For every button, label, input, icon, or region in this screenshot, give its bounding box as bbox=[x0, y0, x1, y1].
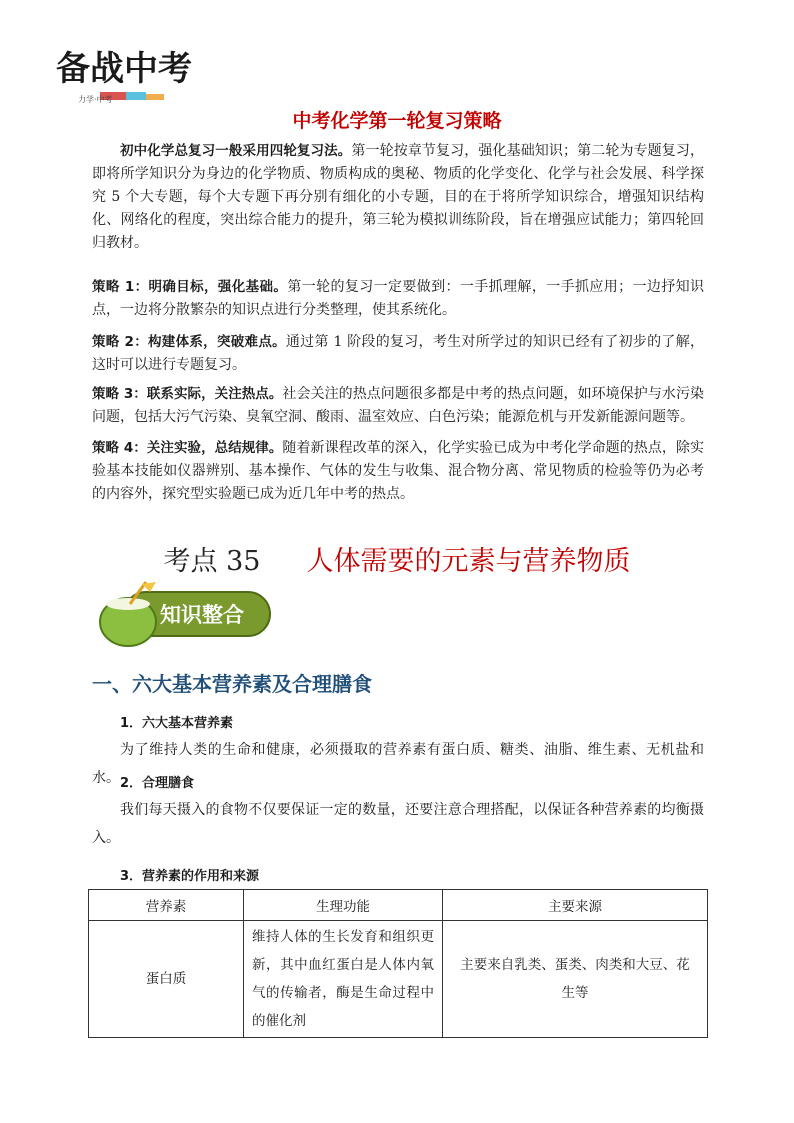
beizhan-zhongkao-logo bbox=[52, 40, 212, 110]
section-heading: 一、六大基本营养素及合理膳食 bbox=[92, 672, 372, 696]
strategy-text: 通过第 1 阶段的复习，考生对所学过的知识已经有了初步的了解，这时可以进行专题复习。 bbox=[92, 334, 704, 373]
intro-text: 第一轮按章节复习，强化基础知识；第二轮为专题复习，即将所学知识分为身边的化学物质、物质构成的奥秘、物质的化学变化、化学与社会发展、科学探究 5 个大专题，每个大专题下再分别有细化的小专题，目的在于将所学知识综合，增强知识结构化、网络化的程度，突出综合能力的提升，第三轮为模拟训练阶段，旨在增强应试能力；第四轮回归教材。 bbox=[92, 143, 705, 251]
intro-paragraph bbox=[92, 140, 704, 255]
logo-tagline: 力学·中考 bbox=[78, 95, 113, 104]
strategy-lead: 策略 3：联系实际，关注热点。 bbox=[92, 386, 283, 402]
item-1-title: 1．六大基本营养素 bbox=[120, 716, 234, 731]
topic-heading bbox=[0, 539, 794, 578]
strategy-text: 社会关注的热点问题很多都是中考的热点问题，如环境保护与水污染问题，包括大污气污染、臭氧空洞、酸雨、温室效应、白色污染；能源危机与开发新能源问题等。 bbox=[92, 386, 705, 425]
table-cell: 蛋白质 bbox=[89, 921, 244, 1038]
strategy-lead: 策略 1：明确目标，强化基础。 bbox=[92, 279, 288, 295]
item-3-title: 3．营养素的作用和来源 bbox=[120, 869, 260, 884]
intro-lead: 初中化学总复习一般采用四轮复习法。 bbox=[120, 143, 352, 159]
column-header: 主要来源 bbox=[443, 890, 708, 921]
item-2-text: 我们每天摄入的食物不仅要保证一定的数量，还要注意合理搭配，以保证各种营养素的均衡摄入。 bbox=[92, 802, 704, 846]
strategy-3 bbox=[92, 383, 704, 429]
topic-number: 考点 35 bbox=[163, 546, 261, 577]
item-1-text: 为了维持人类的生命和健康，必须摄取的营养素有蛋白质、糖类、油脂、维生素、无机盐和水。 bbox=[92, 742, 704, 786]
strategy-text: 第一轮的复习一定要做到：一手抓理解，一手抓应用；一边抒知识点，一边将分散繁杂的知识点进行分类整理，使其系统化。 bbox=[92, 279, 705, 318]
strategy-2 bbox=[92, 331, 704, 377]
strategy-4 bbox=[92, 437, 704, 506]
strategy-text: 随着新课程改革的深入，化学实验已成为中考化学命题的热点，除实验基本技能如仪器辨别、基本操作、气体的发生与收集、混合物分离、常见物质的检验等仍为必考的内容外，探究型实验题已成为近几年中考的热点。 bbox=[92, 440, 705, 502]
knowledge-badge bbox=[94, 580, 274, 648]
topic-name: 人体需要的元素与营养物质 bbox=[306, 546, 631, 577]
badge-label: 知识整合 bbox=[160, 603, 244, 627]
table-row bbox=[89, 921, 708, 1038]
page-title: 中考化学第一轮复习策略 bbox=[292, 110, 502, 132]
table-cell: 主要来自乳类、蛋类、肉类和大豆、花生等 bbox=[443, 921, 708, 1038]
logo-text: 备战中考 bbox=[56, 49, 192, 89]
item-2-title: 2．合理膳食 bbox=[120, 776, 195, 791]
column-header: 营养素 bbox=[89, 890, 244, 921]
strategy-1 bbox=[92, 276, 704, 322]
strategy-lead: 策略 4：关注实验，总结规律。 bbox=[92, 440, 283, 456]
table-header-row bbox=[89, 890, 708, 921]
nutrient-table bbox=[88, 889, 708, 1038]
table-cell: 维持人体的生长发育和组织更新，其中血红蛋白是人体内氧气的传输者，酶是生命过程中的催化剂 bbox=[244, 921, 443, 1038]
strategy-lead: 策略 2：构建体系，突破难点。 bbox=[92, 334, 286, 350]
column-header: 生理功能 bbox=[244, 890, 443, 921]
